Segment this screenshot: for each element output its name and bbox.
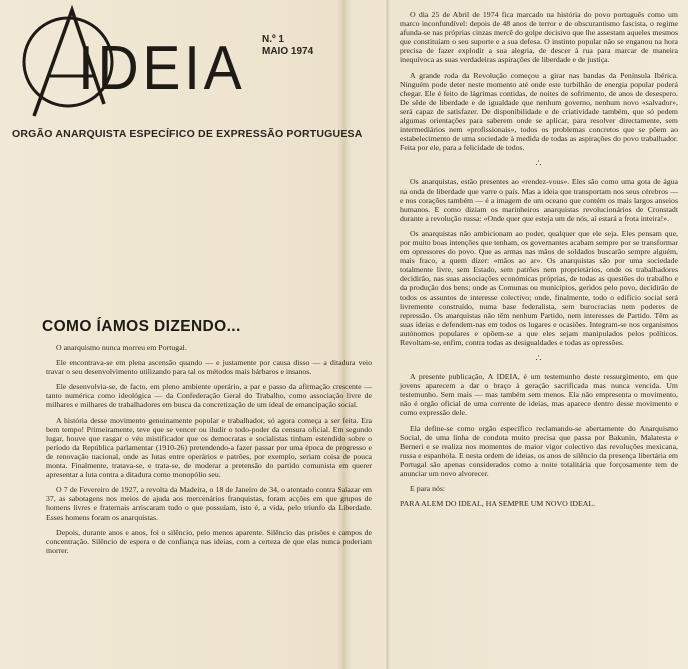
article-paragraph: E para nós: [410, 484, 446, 494]
section-separator: ∴ [535, 158, 543, 169]
article-paragraph: Os anarquistas não ambicionam ao poder, qualquer que ele seja. Eles pensam que, por muito boas intenções que tenham, os governantes acabam sempre por se transformar em opressores do povo. Que as armas nas mãos de soldados buscarão sempre alguém, mais fraco, a quem dizer: «mãos ao ar». Os anarquistas são por uma sociedade totalmente livre, sem Estado, sem patrões nem proprietários, onde os trabalhadores decidirão, nas suas associações económicas próprias, de todas as questões do trabalho e da produção dos bens; onde as Comunas ou municípios, geridos pelo povo, decidirão de todos os assuntos de interesse colectivo; onde, finalmente, todo o edifício social será livremente construído, numa base federalista, sem burocracias nem poderes de repressão. Os anarquistas não têm nenhum Partido, nem interesses de Partido. Têm as suas ideias e defendem-nas em todos os lugares e ocasiões. Integram-se nos organismos autónomos populares e opõem-se a que eles sejam manipulados pelos políticos. Revoltam-se, enfim, contra todas as desigualdades e todas as opressões. [400, 228, 678, 347]
section-separator: ∴ [535, 353, 543, 364]
left-article [42, 318, 372, 561]
newspaper-title: IDEIA [78, 34, 246, 103]
article-paragraph: Depois, durante anos e anos, foi o silêncio, pelo menos aparente. Silêncio das prisões e campos de concentração. Silêncio de espera e de confiança nas ideias, com a certeza de que elas nunca poderiam morrer. [46, 527, 372, 555]
article-paragraph: A presente publicação, A IDEIA, é um testemunho deste ressurgimento, em que jovens aparecem a dar o braço à geração sacrificada mas nunca vencida. Um testemunho. Sem mais — mas também sem menos. Ela não empresenta o movimento, não é orgão oficial de uma corrente de ideias, mas aparece dentro desse movimento e como expressão dele. [400, 372, 678, 418]
issue-info [262, 34, 313, 58]
issue-date: MAIO 1974 [262, 46, 314, 57]
article-paragraph: O anarquismo nunca morreu em Portugal. [56, 343, 187, 352]
right-article [400, 10, 678, 514]
masthead [12, 4, 372, 140]
issue-number: N.º 1 [262, 34, 284, 45]
closing-statement: PARA ALEM DO IDEAL, HA SEMPRE UM NOVO IDEAL. [400, 499, 596, 509]
article-paragraph: Ele encontrava-se em plena ascensão quando — e justamente por causa disso — a ditadura veio travar o seu desenvolvimento utilizando para tal os métodos mais bárbaros e insanos. [46, 358, 372, 377]
article-paragraph: A grande roda da Revolução começou a girar nas bandas da Península Ibérica. Ninguém pode deter neste momento até onde este turbilhão de energia popular poderá chegar. Ele é feito de lágrimas contidas, de noites de sofrimento, de anos de desespero. De sêde de liberdade e de igualdade que nenhum governo, nenhum novo «salvador», será capaz de satisfazer. De disponibilidade e de criatividade também, que só pedem algumas orientações para saberem onde se aplicar, para resolver directamente, sem intermediários nem «profissionais», todos os problemas concretos que se põem ao estabelecimento de uma sociedade à medida de todas as aspirações do povo trabalhador. Feita por ele, para a felicidade de todos. [400, 70, 678, 153]
article-headline: COMO ÍAMOS DIZENDO... [42, 318, 241, 335]
article-paragraph: Ele desenvolvia-se, de facto, em pleno ambiente operário, a par e passo da afirmação crescente — tanto numérica como ideológica — da Confederação Geral do Trabalho, como associação livre de milhares e milhares de trabalhadores em busca da concretização de um ideal de emancipação social. [46, 382, 372, 410]
newspaper-subtitle: ORGÃO ANARQUISTA ESPECÍFICO DE EXPRESSÃO PORTUGUESA [12, 128, 363, 140]
page-fold [386, 0, 389, 669]
article-paragraph: Os anarquistas, estão presentes ao «rendez-vous». Eles são como uma gota de água na onda de liberdade que varre o país. Mas a ideia que transportam nos seus cérebros — e nos corações também — é a imagem de um oceano que contém os mais largos anseios humanos. E como diziam os marinheiros anarquistas revolucionários de Cronstadt durante a revolução russa: «Onde quer que esteja um de nós, aí estará a frota inteira!». [400, 177, 678, 223]
article-paragraph: A história desse movimento genuinamente popular e trabalhador, só agora começa a ser feita. Era bem tempo! Primeiramente, teve que se vencer ou iludir o todo-poder da censura oficial. Em segundo lugar, houve que rasgar o véu mistificador que os democratas e socialistas tinham estendido sobre o período da República parlamentar (1910-26) pretendendo-a fazer passar por uma época de progresso e de renovação nacional, onde as lutas entre operários e patrões, por exemplo, seriam coisa de pouca monta. Finalmente, tratava-se, e trata-se, de moderar a pretensão do partido comunista em querer apresentar a luta contra a ditadura como monopólio seu. [46, 415, 372, 480]
article-paragraph: Ela define-se como orgão específico reclamando-se abertamente do Anarquismo Social, de uma linha de conduta muito precisa que passa por Bakunin, Malatesta e Berneri e se realiza nos momentos de maior vigor colectivo das revoluções mexicana, russa e espanhola. E nesta ordem de ideias, os anos de silêncio da presença libertária em Portugal são apenas considerados como a noite totalitária que forçosamente tem de anunciar um novo alvorecer. [400, 423, 678, 479]
article-paragraph: O 7 de Fevereiro de 1927, a revolta da Madeira, o 18 de Janeiro de 34, o atentado contra Salazar em 37, as sabotagens nos meios de ajuda aos mercenários franquistas, foram acções em que grupos de homens livres e fraternais arriscaram tudo o que possuíam, isto é, a vida, pelo triunfo da Liberdade. Esses homens foram os anarquistas. [46, 485, 372, 522]
article-paragraph: O dia 25 de Abril de 1974 fica marcado na história do povo português como um marco inconfundível: depois de 48 anos de terror e de obscurantismo fascista, o regime afunda-se nas próprias cinzas mercê do golpe decisivo que lhe assestam aqueles mesmos que constituíam o seu suporte e a sua defesa. O instinto popular não se enganou na hora precisa de fazer explodir a sua alegria, de descer à rua para marcar de maneira inequívoca as suas verdadeiras aspirações de liberdade e de justiça. [400, 10, 678, 65]
